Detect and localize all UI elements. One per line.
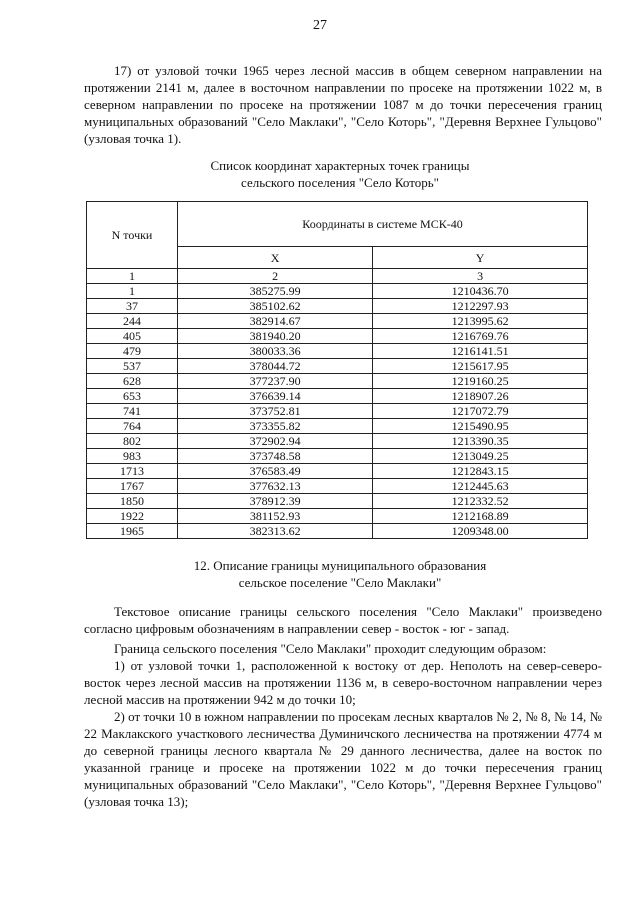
table-title-line-2: сельского поселения "Село Которь" bbox=[241, 175, 439, 190]
point-number-cell: 405 bbox=[87, 329, 178, 344]
paragraph-item-2: 2) от точки 10 в южном направлении по просекам лесных кварталов № 2, № 8, № 14, № 22 Маклакского участкового лесничества Думиничского лесничества на протяжении 4774 м до северной границы лесного квартала № 29 данного лесничества, далее на восток по указанной границе и просеке на протяжении 1022 м до точки пересечения границ муниципальных образований "Село Маклаки", "Село Которь", "Деревня Верхнее Гульцово" (узловая точка 13); bbox=[84, 709, 602, 809]
table-row bbox=[87, 389, 588, 404]
x-coordinate-cell: 378912.39 bbox=[178, 494, 373, 509]
x-coordinate-cell: 380033.36 bbox=[178, 344, 373, 359]
y-coordinate-cell: 1212168.89 bbox=[373, 509, 588, 524]
header-coordinate-system: Координаты в системе МСК-40 bbox=[178, 202, 588, 247]
x-coordinate-cell: 382914.67 bbox=[178, 314, 373, 329]
header-y: Y bbox=[373, 247, 588, 269]
y-coordinate-cell: 1210436.70 bbox=[373, 284, 588, 299]
table-row bbox=[87, 464, 588, 479]
x-coordinate-cell: 377237.90 bbox=[178, 374, 373, 389]
point-number-cell: 1850 bbox=[87, 494, 178, 509]
x-coordinate-cell: 373752.81 bbox=[178, 404, 373, 419]
point-number-cell: 741 bbox=[87, 404, 178, 419]
table-row bbox=[87, 449, 588, 464]
y-coordinate-cell: 1213049.25 bbox=[373, 449, 588, 464]
point-number-cell: 653 bbox=[87, 389, 178, 404]
table-row bbox=[87, 329, 588, 344]
y-coordinate-cell: 1213995.62 bbox=[373, 314, 588, 329]
table-row bbox=[87, 419, 588, 434]
y-coordinate-cell: 1212332.52 bbox=[373, 494, 588, 509]
table-row bbox=[87, 404, 588, 419]
header-point-number: N точки bbox=[87, 202, 178, 269]
table-row bbox=[87, 524, 588, 539]
x-coordinate-cell: 377632.13 bbox=[178, 479, 373, 494]
x-coordinate-cell: 372902.94 bbox=[178, 434, 373, 449]
y-coordinate-cell: 1217072.79 bbox=[373, 404, 588, 419]
index-cell: 3 bbox=[373, 269, 588, 284]
table-row bbox=[87, 509, 588, 524]
coordinates-table bbox=[86, 201, 588, 539]
index-cell: 1 bbox=[87, 269, 178, 284]
x-coordinate-cell: 376583.49 bbox=[178, 464, 373, 479]
x-coordinate-cell: 381152.93 bbox=[178, 509, 373, 524]
y-coordinate-cell: 1212445.63 bbox=[373, 479, 588, 494]
point-number-cell: 764 bbox=[87, 419, 178, 434]
x-coordinate-cell: 376639.14 bbox=[178, 389, 373, 404]
index-cell: 2 bbox=[178, 269, 373, 284]
point-number-cell: 37 bbox=[87, 299, 178, 314]
table-row bbox=[87, 284, 588, 299]
table-row bbox=[87, 314, 588, 329]
point-number-cell: 628 bbox=[87, 374, 178, 389]
paragraph-description: Текстовое описание границы сельского поселения "Село Маклаки" произведено согласно цифровым обозначениям в направлении север - восток - юг - запад. bbox=[84, 604, 602, 636]
x-coordinate-cell: 378044.72 bbox=[178, 359, 373, 374]
table-row bbox=[87, 494, 588, 509]
point-number-cell: 983 bbox=[87, 449, 178, 464]
table-row bbox=[87, 344, 588, 359]
table-row bbox=[87, 299, 588, 314]
point-number-cell: 537 bbox=[87, 359, 178, 374]
y-coordinate-cell: 1215617.95 bbox=[373, 359, 588, 374]
x-coordinate-cell: 373355.82 bbox=[178, 419, 373, 434]
table-row bbox=[87, 434, 588, 449]
header-x: X bbox=[178, 247, 373, 269]
point-number-cell: 1965 bbox=[87, 524, 178, 539]
table-row bbox=[87, 479, 588, 494]
y-coordinate-cell: 1209348.00 bbox=[373, 524, 588, 539]
y-coordinate-cell: 1215490.95 bbox=[373, 419, 588, 434]
y-coordinate-cell: 1219160.25 bbox=[373, 374, 588, 389]
body-text bbox=[84, 603, 602, 810]
point-number-cell: 244 bbox=[87, 314, 178, 329]
table-row bbox=[87, 359, 588, 374]
table-title-line-1: Список координат характерных точек границы bbox=[210, 158, 470, 173]
x-coordinate-cell: 382313.62 bbox=[178, 524, 373, 539]
x-coordinate-cell: 385102.62 bbox=[178, 299, 373, 314]
intro-paragraph bbox=[84, 62, 602, 147]
x-coordinate-cell: 385275.99 bbox=[178, 284, 373, 299]
y-coordinate-cell: 1212843.15 bbox=[373, 464, 588, 479]
table-title bbox=[0, 157, 640, 191]
paragraph-17: 17) от узловой точки 1965 через лесной массив в общем северном направлении на протяжении 2141 м, далее в восточном направлении по просеке на протяжении 1022 м, в северном направлении по просеке на протяжении 1087 м до точки пересечения границ муниципальных образований "Село Маклаки", "Село Которь", "Деревня Верхнее Гульцово" (узловая точка 1). bbox=[84, 63, 602, 146]
y-coordinate-cell: 1216141.51 bbox=[373, 344, 588, 359]
point-number-cell: 1 bbox=[87, 284, 178, 299]
page-number: 27 bbox=[313, 18, 327, 33]
section-heading-line-2: сельское поселение "Село Маклаки" bbox=[238, 575, 442, 590]
y-coordinate-cell: 1213390.35 bbox=[373, 434, 588, 449]
section-heading bbox=[0, 557, 640, 591]
point-number-cell: 1767 bbox=[87, 479, 178, 494]
x-coordinate-cell: 381940.20 bbox=[178, 329, 373, 344]
y-coordinate-cell: 1216769.76 bbox=[373, 329, 588, 344]
point-number-cell: 1922 bbox=[87, 509, 178, 524]
y-coordinate-cell: 1218907.26 bbox=[373, 389, 588, 404]
column-index-row bbox=[87, 269, 588, 284]
y-coordinate-cell: 1212297.93 bbox=[373, 299, 588, 314]
table-row bbox=[87, 374, 588, 389]
x-coordinate-cell: 373748.58 bbox=[178, 449, 373, 464]
section-heading-line-1: 12. Описание границы муниципального образования bbox=[193, 558, 487, 573]
point-number-cell: 802 bbox=[87, 434, 178, 449]
point-number-cell: 1713 bbox=[87, 464, 178, 479]
paragraph-boundary-intro: Граница сельского поселения "Село Маклаки" проходит следующим образом: bbox=[114, 641, 547, 656]
paragraph-item-1: 1) от узловой точки 1, расположенной к востоку от дер. Неполоть на север-северо-восток через лесной массив на протяжении 1136 м, в северо-восточном направлении через лесной массив на протяжении 942 м до точки 10; bbox=[84, 658, 602, 707]
point-number-cell: 479 bbox=[87, 344, 178, 359]
